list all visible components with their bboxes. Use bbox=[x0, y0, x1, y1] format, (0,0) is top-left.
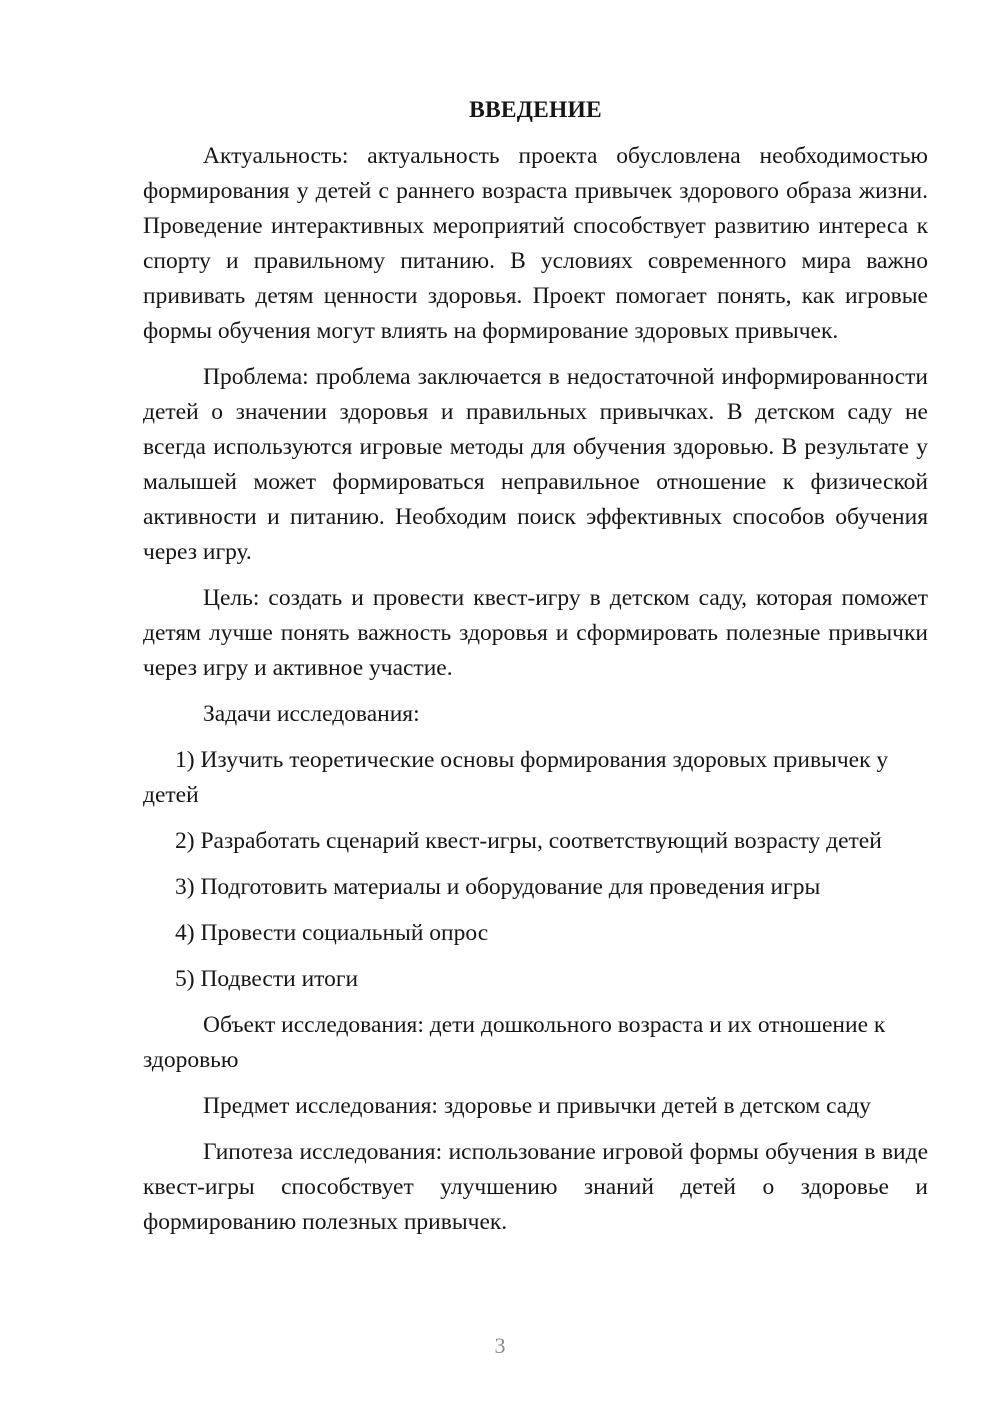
task-item-4: 4) Провести социальный опрос bbox=[175, 920, 489, 946]
hypothesis-paragraph: Гипотеза исследования: использование игровой формы обучения в виде квест-игры способствует улучшению знаний детей о здоровье и формированию полезных привычек. bbox=[143, 1139, 928, 1235]
document-page bbox=[143, 93, 928, 1251]
problem-paragraph: Проблема: проблема заключается в недостаточной информированности детей о значении здоровья и правильных привычках. В детском саду не всегда используются игровые методы для обучения здоровью. В результате у малышей может формироваться неправильное отношение к физической активности и питанию. Необходим поиск эффективных способов обучения через игру. bbox=[143, 364, 928, 565]
section-heading: ВВЕДЕНИЕ bbox=[469, 97, 602, 123]
subject-paragraph: Предмет исследования: здоровье и привычки детей в детском саду bbox=[203, 1093, 871, 1119]
tasks-title: Задачи исследования: bbox=[203, 701, 420, 727]
object-paragraph: Объект исследования: дети дошкольного возраста и их отношение к здоровью bbox=[143, 1012, 886, 1073]
goal-paragraph: Цель: создать и провести квест-игру в детском саду, которая поможет детям лучше понять важность здоровья и сформировать полезные привычки через игру и активное участие. bbox=[143, 585, 928, 681]
page-number: 3 bbox=[494, 1333, 506, 1358]
task-item-2: 2) Разработать сценарий квест-игры, соответствующий возрасту детей bbox=[175, 828, 882, 854]
task-item-5: 5) Подвести итоги bbox=[175, 966, 359, 992]
task-item-3: 3) Подготовить материалы и оборудование для проведения игры bbox=[175, 874, 821, 900]
task-item-1: 1) Изучить теоретические основы формирования здоровых привычек у детей bbox=[143, 747, 889, 808]
relevance-paragraph: Актуальность: актуальность проекта обусловлена необходимостью формирования у детей с раннего возраста привычек здорового образа жизни. Проведение интерактивных мероприятий способствует развитию интереса к спорту и правильному питанию. В условиях современного мира важно прививать детям ценности здоровья. Проект помогает понять, как игровые формы обучения могут влиять на формирование здоровых привычек. bbox=[143, 143, 928, 344]
